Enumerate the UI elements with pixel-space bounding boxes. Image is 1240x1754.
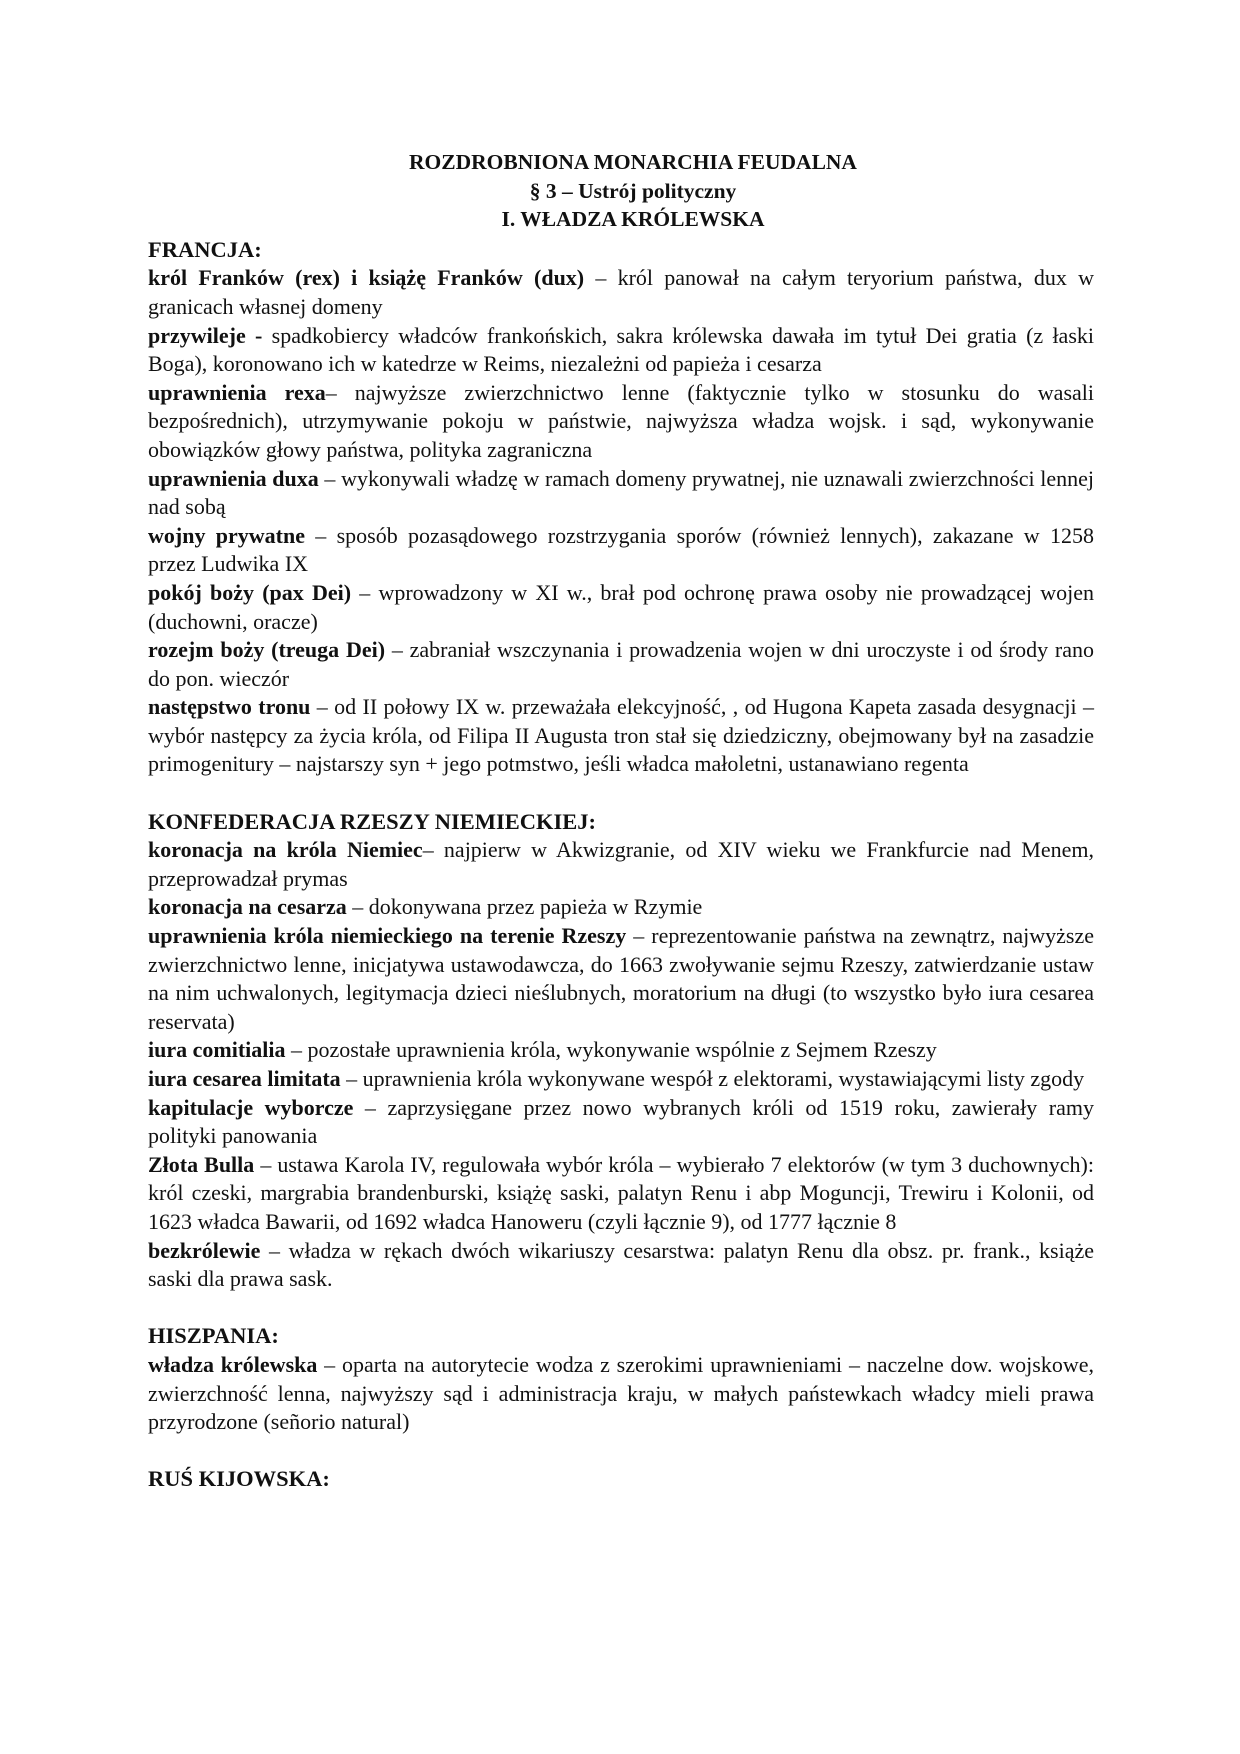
entry-text: – król panował na całym teryorium państwa, dux w granicach własnej domeny [148,265,1094,319]
entry-text: – ustawa Karola IV, regulowała wybór króla – wybierało 7 elektorów (w tym 3 duchownych): król czeski, margrabia brandenburski, książę saski, palatyn Renu i abp Moguncji, Trewiru i Kolonii, od 1623 władca Bawarii, od 1692 władca Hanoweru (czyli łącznie 9), od 1777 łącznie 8 [148,1151,1094,1234]
entry [148,379,1094,465]
section-heading: KONFEDERACJA RZESZY NIEMIECKIEJ: [148,808,596,834]
entry-term: koronacja na cesarza [148,894,347,920]
entry-text: – najpierw w Akwizgranie, od XIV wieku we Frankfurcie nad Menem, przeprowadzał prymas [148,837,1094,891]
entry-term: wojny prywatne [148,522,305,548]
section-rus-kijowska [148,1465,1094,1494]
entry-term: rozejm boży (treuga Dei) [148,637,386,663]
document-title: ROZDROBNIONA MONARCHIA FEUDALNA [409,150,857,174]
section-hiszpania [148,1322,1094,1436]
chapter-title: I. WŁADZA KRÓLEWSKA [501,207,765,232]
entry-text: – oparta na autorytecie wodza z szerokimi uprawnieniami – naczelne dow. wojskowe, zwierzchność lenna, najwyższy sąd i administracja kraju, w małych państewkach władcy mieli prawa przyrodzone (señorio natural) [148,1351,1094,1435]
section-francja [148,236,1094,779]
entry-text: – uprawnienia króla wykonywane wespół z elektorami, wystawiającymi listy zgody [340,1066,1085,1091]
entry-text: – władza w rękach dwóch wikariuszy cesarstwa: palatyn Renu dla obsz. pr. frank., książe saski dla prawa sask. [148,1237,1094,1292]
entry [148,1351,1094,1437]
entry-text: – pozostałe uprawnienia króla, wykonywanie wspólnie z Sejmem Rzeszy [285,1037,937,1063]
document-subtitle: § 3 – Ustrój polityczny [529,178,737,203]
entry-term: bezkrólewie [148,1237,261,1263]
entry-term: przywileje - [148,322,263,348]
entry-term: uprawnienia rexa [148,379,326,405]
entry [148,893,1094,922]
entry-text: spadkobiercy władców frankońskich, sakra królewska dawała im tytuł Dei gratia (z łaski Boga), koronowano ich w katedrze w Reims, niezależni od papieża i cesarza [148,322,1094,377]
entry-term: pokój boży (pax Dei) [148,579,352,605]
entry-term: następstwo tronu [148,694,311,720]
entry-term: kapitulacje wyborcze [148,1094,354,1120]
entry [148,322,1094,379]
entry-term: król Franków (rex) i książę Franków (dux) [148,265,585,291]
entry-text: – od II połowy IX w. przeważała elekcyjność, , od Hugona Kapeta zasada desygnacji – wybór następcy za życia króla, od Filipa II Augusta tron stał się dziedziczny, obejmowany był na zasadzie primogenitury – najstarszy syn + jego potmstwo, jeśli władca małoletni, ustanawiano regenta [148,694,1094,777]
entry-text: – zaprzysięgane przez nowo wybranych króli od 1519 roku, zawierały ramy polityki panowania [148,1094,1094,1149]
entry [148,693,1094,779]
entry [148,1151,1094,1237]
section-heading: RUŚ KIJOWSKA: [148,1466,330,1492]
entry-text: – reprezentowanie państwa na zewnątrz, najwyższe zwierzchnictwo lenne, inicjatywa ustawodawcza, do 1663 zwoływanie sejmu Rzeszy, zatwierdzanie ustaw na nim uchwalonych, legitymacja dzieci nieślubnych, moratorium na długi (to wszystko było iura cesarea reservata) [148,923,1095,1034]
entry-term: koronacja na króla Niemiec [148,837,423,863]
entry [148,1065,1094,1094]
section-heading: HISZPANIA: [148,1323,279,1349]
entry-text: – wykonywali władzę w ramach domeny prywatnej, nie uznawali zwierzchności lennej nad sobą [148,465,1094,520]
entry [148,1036,1094,1065]
entry-term: iura cesarea limitata [148,1066,341,1091]
entry-text: – najwyższe zwierzchnictwo lenne (faktycznie tylko w stosunku do wasali bezpośrednich), utrzymywanie pokoju w państwie, najwyższa władza wojsk. i sąd, wykonywanie obowiązków głowy państwa, polityka zagraniczna [148,379,1094,462]
entry-text: – dokonywana przez papieża w Rzymie [346,894,703,920]
title-block [148,0,1094,234]
entry [148,264,1094,321]
entry [148,1094,1094,1151]
section-rzesza [148,808,1094,1294]
entry-text: – sposób pozasądowego rozstrzygania sporów (również lennych), zakazane w 1258 przez Ludwika IX [148,522,1094,577]
entry-term: uprawnienia duxa [148,465,319,491]
entry [148,1237,1094,1294]
entry-term: iura comitialia [148,1037,286,1063]
entry [148,836,1094,893]
section-heading: FRANCJA: [148,236,262,262]
entry [148,465,1094,522]
entry [148,579,1094,636]
entry [148,636,1094,693]
entry [148,522,1094,579]
entry-text: – wprowadzony w XI w., brał pod ochronę prawa osoby nie prowadzącej wojen (duchowni, oracze) [148,579,1094,634]
entry-term: uprawnienia króla niemieckiego na terenie Rzeszy [148,923,627,949]
entry-text: – zabraniał wszczynania i prowadzenia wojen w dni uroczyste i od środy rano do pon. wieczór [148,637,1094,691]
document-page [148,0,1094,1494]
entry-term: Złota Bulla [148,1151,255,1177]
entry-term: władza królewska [148,1351,318,1377]
entry [148,922,1094,1036]
